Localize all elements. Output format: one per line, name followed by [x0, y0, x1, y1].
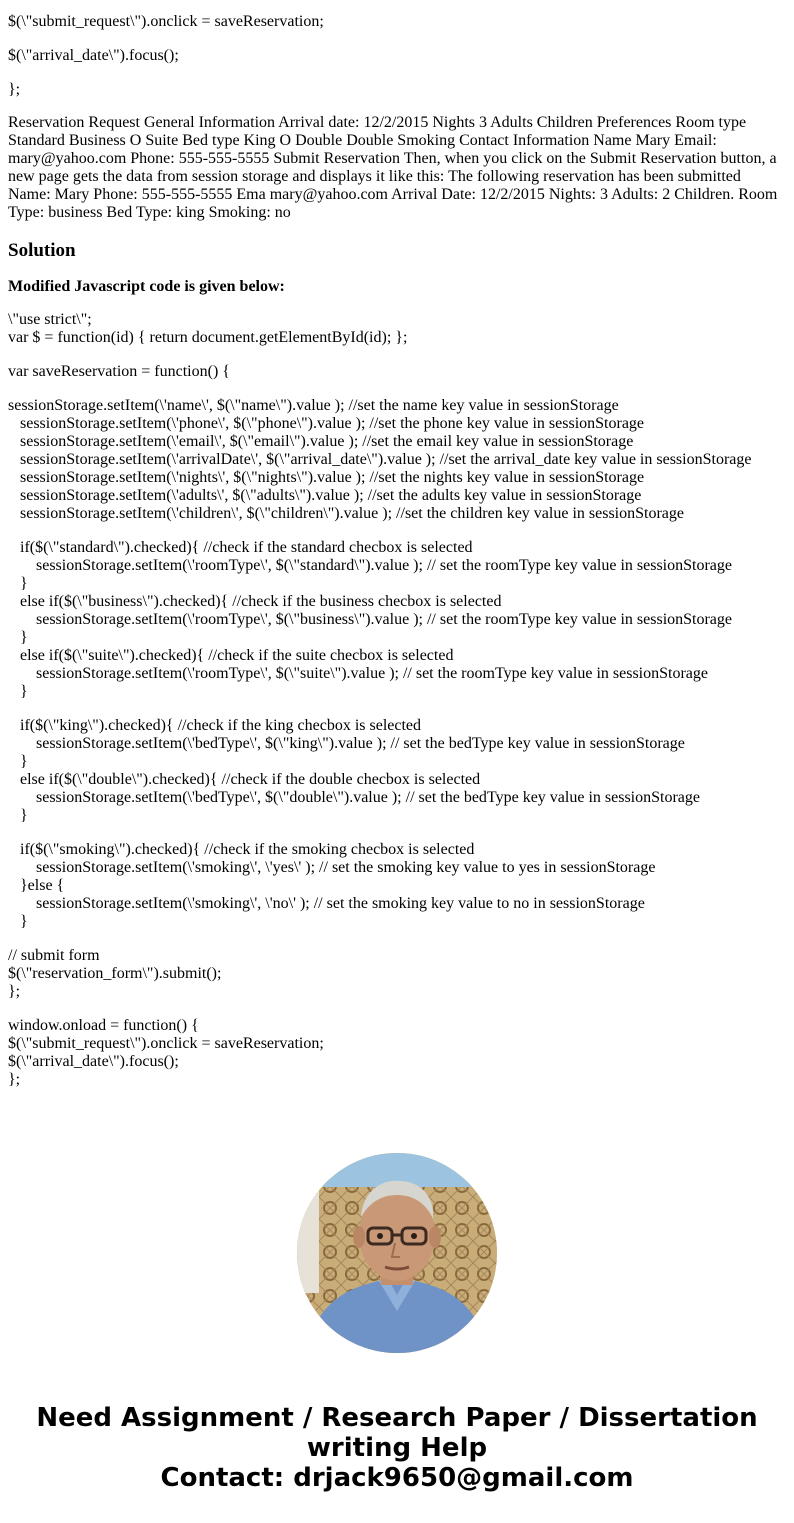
- code-line: $(\"arrival_date\").focus();: [8, 47, 179, 64]
- code-line: else if($(\"double\").checked){ //check if the double checbox is selected: [20, 771, 481, 788]
- code-line: if($(\"smoking\").checked){ //check if the smoking checbox is selected: [20, 841, 475, 858]
- code-line: var $ = function(id) { return document.getElementById(id); };: [8, 329, 408, 346]
- code-line: sessionStorage.setItem(\'smoking\', \'no\' ); // set the smoking key value to no in sessionStorage: [36, 895, 645, 912]
- code-line: $(\"submit_request\").onclick = saveReservation;: [8, 1035, 324, 1052]
- code-line: }: [20, 753, 28, 770]
- code-line: }else {: [20, 877, 65, 894]
- code-line: }: [20, 575, 28, 592]
- code-line: };: [8, 81, 21, 98]
- code-line: var saveReservation = function() {: [8, 363, 230, 380]
- code-line: \"use strict\";: [8, 311, 92, 328]
- code-line: sessionStorage.setItem(\'roomType\', $(\"suite\").value ); // set the roomType key value in sessionStorage: [36, 665, 708, 682]
- code-line: // submit form: [8, 947, 100, 964]
- code-line: }: [20, 913, 28, 930]
- code-line: sessionStorage.setItem(\'bedType\', $(\"king\").value ); // set the bedType key value in sessionStorage: [36, 735, 685, 752]
- code-line: }: [20, 683, 28, 700]
- banner-line: writing Help: [306, 1433, 488, 1463]
- code-line: sessionStorage.setItem(\'roomType\', $(\"standard\").value ); // set the roomType key value in sessionStorage: [36, 557, 732, 574]
- contact-banner: [0, 1403, 794, 1493]
- code-line: if($(\"standard\").checked){ //check if the standard checbox is selected: [20, 539, 473, 556]
- banner-line: Need Assignment / Research Paper / Dissertation: [36, 1403, 758, 1433]
- code-line: sessionStorage.setItem(\'smoking\', \'yes\' ); // set the smoking key value to yes in sessionStorage: [36, 859, 656, 876]
- code-line: sessionStorage.setItem(\'bedType\', $(\"double\").value ); // set the bedType key value in sessionStorage: [36, 789, 700, 806]
- person-photo-icon: [297, 1153, 497, 1353]
- code-line: sessionStorage.setItem(\'adults\', $(\"adults\").value ); //set the adults key value in sessionStorage: [20, 487, 642, 504]
- question-paragraph: Reservation Request General Information Arrival date: 12/2/2015 Nights 3 Adults Children Preferences Room type Standard Business O Suite Bed type King O Double Double Smoking Contact Information Name Mary Email: mary@yahoo.com Phone: 555-555-5555 Submit Reservation Then, when you click on the Submit Reservation button, a new page gets the data from session storage and displays it like this: The following reservation has been submitted Name: Mary Phone: 555-555-5555 Ema mary@yahoo.com Arrival Date: 12/2/2015 Nights: 3 Adults: 2 Children. Room Type: business Bed Type: king Smoking: no: [8, 114, 778, 221]
- code-line: sessionStorage.setItem(\'arrivalDate\', $(\"arrival_date\").value ); //set the arrival_date key value in sessionStorage: [20, 451, 752, 468]
- code-line: $(\"reservation_form\").submit();: [8, 965, 222, 982]
- code-line: if($(\"king\").checked){ //check if the king checbox is selected: [20, 717, 422, 734]
- code-line: }: [20, 629, 28, 646]
- code-line: };: [8, 1071, 21, 1088]
- banner-contact-line: Contact: drjack9650@gmail.com: [160, 1463, 634, 1493]
- code-line: sessionStorage.setItem(\'nights\', $(\"nights\").value ); //set the nights key value in sessionStorage: [20, 469, 645, 486]
- code-line: sessionStorage.setItem(\'email\', $(\"email\").value ); //set the email key value in sessionStorage: [20, 433, 634, 450]
- code-line: else if($(\"business\").checked){ //check if the business checbox is selected: [20, 593, 502, 610]
- solution-code-block: [8, 311, 786, 1089]
- code-line: sessionStorage.setItem(\'phone\', $(\"phone\").value ); //set the phone key value in sessionStorage: [20, 415, 645, 432]
- code-line: $(\"arrival_date\").focus();: [8, 1053, 179, 1070]
- code-line: }: [20, 807, 28, 824]
- code-line: sessionStorage.setItem(\'name\', $(\"name\").value ); //set the name key value in sessionStorage: [8, 397, 619, 414]
- code-line: else if($(\"suite\").checked){ //check if the suite checbox is selected: [20, 647, 454, 664]
- code-line: sessionStorage.setItem(\'roomType\', $(\"business\").value ); // set the roomType key value in sessionStorage: [36, 611, 733, 628]
- avatar: [297, 1153, 497, 1353]
- solution-subheading: Modified Javascript code is given below:: [8, 278, 285, 295]
- document-body: [8, 13, 786, 1089]
- code-line: sessionStorage.setItem(\'children\', $(\"children\").value ); //set the children key value in sessionStorage: [20, 505, 684, 522]
- code-line: window.onload = function() {: [8, 1017, 199, 1034]
- code-line: $(\"submit_request\").onclick = saveReservation;: [8, 13, 324, 30]
- solution-heading: Solution: [8, 240, 76, 261]
- code-line: };: [8, 983, 21, 1000]
